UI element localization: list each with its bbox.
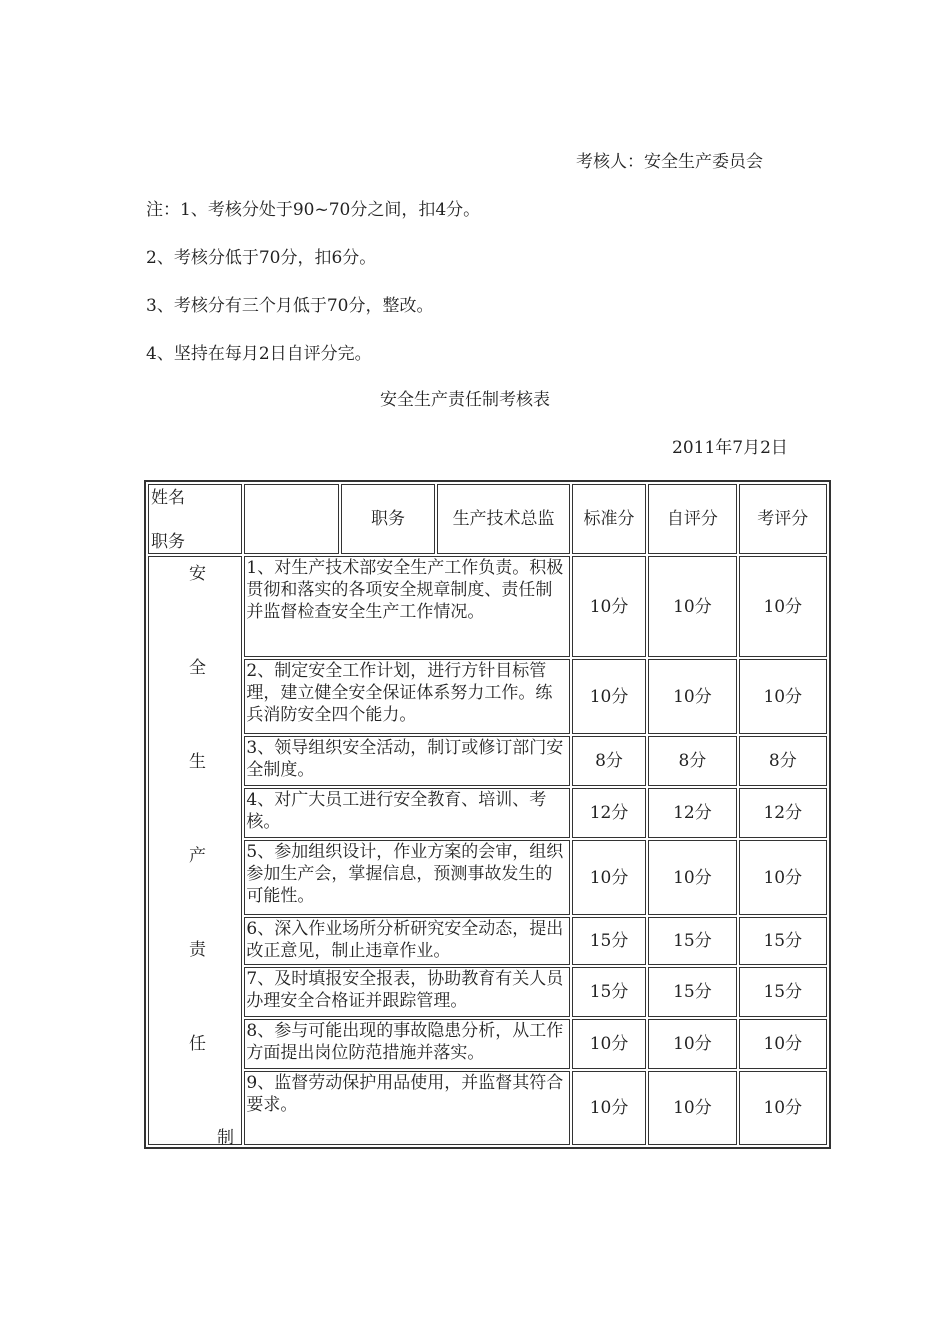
- item-cell: 8、参与可能出现的事故隐患分析，从工作方面提出岗位防范措施并落实。: [244, 1019, 569, 1069]
- assessor-line: 考核人：安全生产委员会: [576, 152, 763, 172]
- self-score: 15分: [648, 917, 736, 965]
- self-score: 10分: [648, 556, 736, 657]
- review-score: 10分: [739, 840, 827, 915]
- table-row: [148, 917, 827, 965]
- self-score: 8分: [648, 736, 736, 786]
- name-position-label-cell: [148, 484, 242, 554]
- self-score: 10分: [648, 1071, 736, 1145]
- self-score: 10分: [648, 1019, 736, 1069]
- standard-score: 10分: [572, 556, 646, 657]
- note-1: 注：1、考核分处于90~70分之间，扣4分。: [146, 200, 481, 220]
- standard-score: 10分: [572, 1071, 646, 1145]
- review-score: 10分: [739, 1071, 827, 1145]
- table-row: [148, 556, 827, 657]
- table-header-row: [148, 484, 827, 554]
- item-cell: 5、参加组织设计，作业方案的会审，组织参加生产会，掌握信息，预测事故发生的可能性。: [244, 840, 569, 915]
- name-value-cell: [244, 484, 338, 554]
- item-cell: 7、及时填报安全报表，协助教育有关人员办理安全合格证并跟踪管理。: [244, 967, 569, 1017]
- review-score: 12分: [739, 788, 827, 838]
- standard-score: 10分: [572, 1019, 646, 1069]
- standard-score: 10分: [572, 840, 646, 915]
- table-row: [148, 788, 827, 838]
- item-cell: 3、领导组织安全活动，制订或修订部门安全制度。: [244, 736, 569, 786]
- position-label: 职务: [151, 532, 185, 552]
- table-row: [148, 659, 827, 734]
- table-row: [148, 840, 827, 915]
- standard-score: 12分: [572, 788, 646, 838]
- side-char: 安: [189, 564, 206, 584]
- review-score: 10分: [739, 1019, 827, 1069]
- side-char: 产: [189, 846, 206, 866]
- item-cell: 2、制定安全工作计划，进行方针目标管理，建立健全安全保证体系努力工作。练兵消防安全四个能力。: [244, 659, 569, 734]
- assessment-table: [144, 480, 831, 1149]
- table-row: [148, 1071, 827, 1145]
- review-score: 10分: [739, 556, 827, 657]
- table-title: 安全生产责任制考核表: [380, 390, 550, 410]
- item-cell: 4、对广大员工进行安全教育、培训、考核。: [244, 788, 569, 838]
- side-char: 生: [189, 752, 206, 772]
- item-cell: 6、深入作业场所分析研究安全动态，提出改正意见，制止违章作业。: [244, 917, 569, 965]
- side-char: 任: [189, 1034, 206, 1054]
- item-cell: 9、监督劳动保护用品使用，并监督其符合要求。: [244, 1071, 569, 1145]
- side-char: 全: [189, 658, 206, 678]
- table-date: 2011年7月2日: [672, 438, 788, 458]
- position-header-cell: 职务: [341, 484, 435, 554]
- review-score: 8分: [739, 736, 827, 786]
- standard-score: 8分: [572, 736, 646, 786]
- side-char: 责: [189, 940, 206, 960]
- standard-score: 10分: [572, 659, 646, 734]
- review-score: 15分: [739, 917, 827, 965]
- note-2: 2、考核分低于70分，扣6分。: [146, 248, 377, 268]
- review-score: 15分: [739, 967, 827, 1017]
- position-value-cell: 生产技术总监: [437, 484, 570, 554]
- name-label: 姓名: [151, 488, 185, 508]
- note-4: 4、坚持在每月2日自评分完。: [146, 344, 372, 364]
- review-score: 10分: [739, 659, 827, 734]
- responsibility-side-label: [148, 556, 242, 1148]
- self-score: 10分: [648, 840, 736, 915]
- side-char: 制: [217, 1128, 234, 1148]
- table-row: [148, 1019, 827, 1069]
- standard-score-header: 标准分: [572, 484, 646, 554]
- review-score-header: 考评分: [739, 484, 827, 554]
- self-score-header: 自评分: [648, 484, 736, 554]
- standard-score: 15分: [572, 967, 646, 1017]
- item-cell: 1、对生产技术部安全生产工作负责。积极贯彻和落实的各项安全规章制度、责任制并监督检查安全生产工作情况。: [244, 556, 569, 657]
- self-score: 12分: [648, 788, 736, 838]
- self-score: 15分: [648, 967, 736, 1017]
- standard-score: 15分: [572, 917, 646, 965]
- table-row: [148, 736, 827, 786]
- note-3: 3、考核分有三个月低于70分，整改。: [146, 296, 434, 316]
- table-row: [148, 967, 827, 1017]
- self-score: 10分: [648, 659, 736, 734]
